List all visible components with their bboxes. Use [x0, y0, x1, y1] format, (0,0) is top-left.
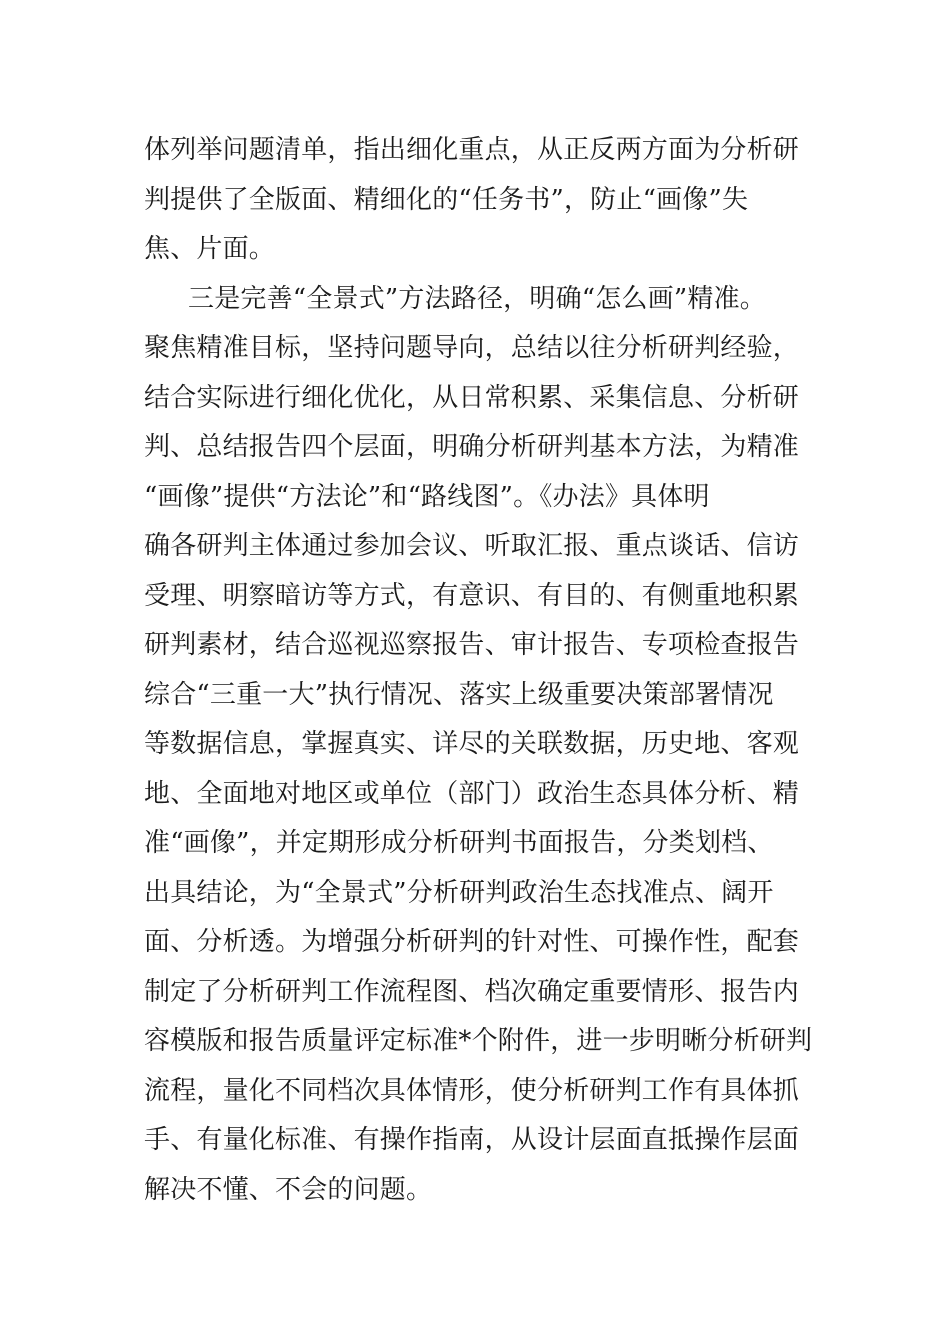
text-line: 准“画像”，并定期形成分析研判书面报告，分类划档、: [144, 828, 774, 858]
text-line: 地、全面地对地区或单位（部门）政治生态具体分析、精: [144, 778, 800, 809]
text-line: 研判素材，结合巡视巡察报告、审计报告、专项检查报告: [144, 630, 800, 660]
text-line: 体列举问题清单，指出细化重点，从正反两方面为分析研: [144, 135, 800, 165]
text-line: 综合“三重一大”执行情况、落实上级重要决策部署情况: [144, 679, 774, 710]
text-line: 结合实际进行细化优化，从日常积累、采集信息、分析研: [144, 382, 800, 413]
text-line: 制定了分析研判工作流程图、档次确定重要情形、报告内: [144, 976, 800, 1007]
text-line: “画像”提供“方法论”和“路线图”。《办法》具体明: [144, 481, 710, 512]
text-line: 聚焦精准目标，坚持问题导向，总结以往分析研判经验，: [144, 333, 800, 363]
body-text: [144, 126, 813, 1215]
paragraph-2: [144, 275, 813, 1216]
text-line: 流程，量化不同档次具体情形，使分析研判工作有具体抓: [144, 1075, 800, 1106]
text-line: 面、分析透。为增强分析研判的针对性、可操作性，配套: [144, 927, 800, 957]
text-line: 受理、明察暗访等方式，有意识、有目的、有侧重地积累: [144, 580, 800, 611]
text-line: 判提供了全版面、精细化的“任务书”，防止“画像”失: [144, 184, 749, 215]
paragraph-1: [144, 126, 809, 275]
text-line: 判、总结报告四个层面，明确分析研判基本方法，为精准: [144, 432, 800, 462]
text-line: 容模版和报告质量评定标准*个附件，进一步明晰分析研判: [144, 1026, 813, 1056]
text-line: 等数据信息，掌握真实、详尽的关联数据，历史地、客观: [144, 729, 800, 759]
text-line: 三是完善“全景式”方法路径，明确“怎么画”精准。: [188, 283, 766, 314]
text-line: 确各研判主体通过参加会议、听取汇报、重点谈话、信访: [144, 531, 800, 561]
text-line: 解决不懂、不会的问题。: [144, 1174, 433, 1205]
text-line: 出具结论，为“全景式”分析研判政治生态找准点、阔开: [144, 877, 774, 908]
text-line: 焦、片面。: [144, 234, 276, 264]
text-line: 手、有量化标准、有操作指南，从设计层面直抵操作层面: [144, 1125, 800, 1155]
